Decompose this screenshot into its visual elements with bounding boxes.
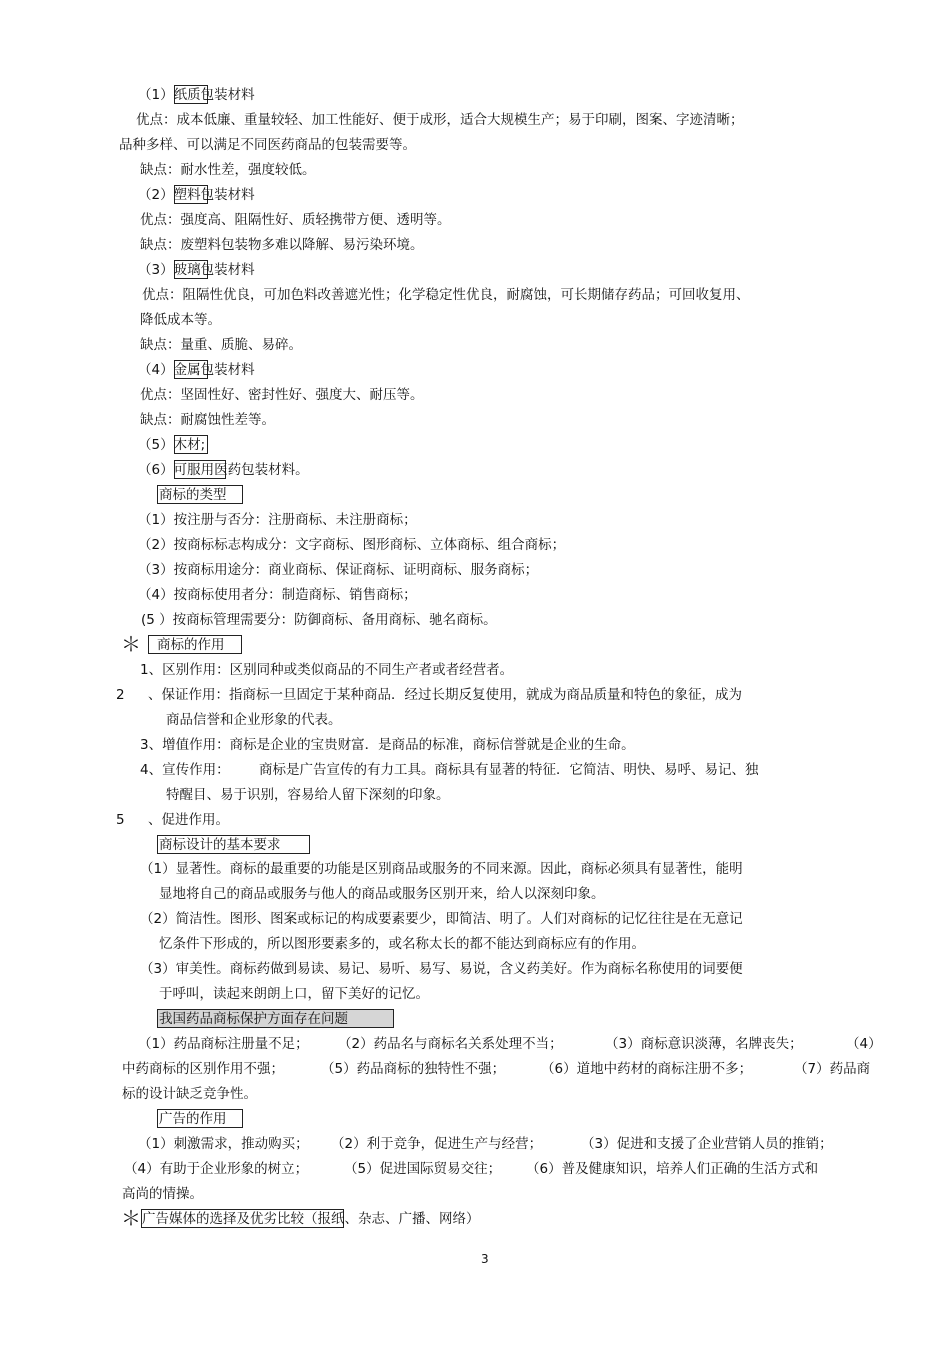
text-line: （1）显著性。商标的最重要的功能是区别商品或服务的不同来源。因此，商标必须具有显著性，能明 [140, 861, 743, 877]
text-line: 忆条件下形成的，所以图形要素多的，或名称太长的都不能达到商标应有的作用。 [159, 936, 645, 952]
text-line: (5 ）按商标管理需要分：防御商标、备用商标、驰名商标。 [141, 612, 497, 628]
text-line: （4） [846, 1036, 882, 1052]
text-line: 商标是广告宣传的有力工具。商标具有显著的特征．它简洁、明快、易呼、易记、独 [259, 762, 759, 778]
text-line: （6）可服用医药包装材料。 [138, 462, 309, 478]
text-line: （4）金属包装材料 [138, 362, 255, 378]
section-heading: 商标的作用 [157, 637, 225, 653]
text-line: （1）刺激需求，推动购买； [138, 1136, 309, 1152]
section-heading: 商标设计的基本要求 [159, 837, 281, 853]
list-number: 5 [116, 812, 125, 828]
text-line: 、促进作用。 [148, 812, 229, 828]
text-line: （2）塑料包装材料 [138, 187, 255, 203]
text-line: （2）药品名与商标名关系处理不当； [338, 1036, 563, 1052]
text-line: （3）促进和支援了企业营销人员的推销； [581, 1136, 833, 1152]
text-line: 4、宣传作用： [140, 762, 230, 778]
text-line: （1）药品商标注册量不足； [138, 1036, 309, 1052]
text-line: 优点：成本低廉、重量较轻、加工性能好、便于成形，适合大规模生产；易于印刷，图案、字迹清晰； [136, 112, 744, 128]
text-line: 显地将自己的商品或服务与他人的商品或服务区别开来，给人以深刻印象。 [159, 886, 605, 902]
text-line: （3）按商标用途分：商业商标、保证商标、证明商标、服务商标； [138, 562, 539, 578]
text-line: （5）木材; [138, 437, 206, 453]
text-line: （7）药品商 [794, 1061, 871, 1077]
text-line: （4）按商标使用者分：制造商标、销售商标； [138, 587, 417, 603]
text-line: （2）简洁性。图形、图案或标记的构成要素要少，即简洁、明了。人们对商标的记忆往往是在无意记 [140, 911, 743, 927]
text-line: （2）利于竞争，促进生产与经营； [331, 1136, 543, 1152]
section-heading: 广告媒体的选择及优劣比较（报纸、杂志、广播、网络） [142, 1211, 480, 1227]
text-line: （1）纸质包装材料 [138, 87, 255, 103]
text-line: 品种多样、可以满足不同医药商品的包装需要等。 [119, 137, 416, 153]
section-heading: 商标的类型 [159, 487, 227, 503]
text-line: 3、增值作用：商标是企业的宝贵财富．是商品的标准，商标信誉就是企业的生命。 [140, 737, 635, 753]
section-heading: 我国药品商标保护方面存在问题 [159, 1011, 348, 1027]
text-line: （6）道地中药材的商标注册不多； [541, 1061, 753, 1077]
text-line: 优点：阻隔性优良，可加色料改善遮光性；化学稳定性优良，耐腐蚀，可长期储存药品；可回收复用、 [142, 287, 750, 303]
text-line: （1）按注册与否分：注册商标、未注册商标； [138, 512, 417, 528]
text-line: （3）审美性。商标药做到易读、易记、易听、易写、易说，含义药美好。作为商标名称使用的词要便 [140, 961, 743, 977]
text-line: （5）药品商标的独特性不强； [321, 1061, 506, 1077]
text-line: 缺点：量重、质脆、易碎。 [140, 337, 302, 353]
text-line: （4）有助于企业形象的树立； [124, 1161, 309, 1177]
text-line: （2）按商标标志构成分：文字商标、图形商标、立体商标、组合商标； [138, 537, 566, 553]
text-line: 特醒目、易于识别，容易给人留下深刻的印象。 [166, 787, 450, 803]
text-line: 中药商标的区别作用不强； [122, 1061, 284, 1077]
text-line: 缺点：耐水性差，强度较低。 [140, 162, 316, 178]
asterisk-marker: ＊ [121, 632, 141, 656]
text-line: 缺点：耐腐蚀性差等。 [140, 412, 275, 428]
text-line: 于呼叫，读起来朗朗上口，留下美好的记忆。 [159, 986, 429, 1002]
text-line: （5）促进国际贸易交往； [344, 1161, 502, 1177]
asterisk-marker: ＊ [121, 1206, 141, 1230]
page-number: 3 [481, 1252, 489, 1266]
text-line: 缺点：废塑料包装物多难以降解、易污染环境。 [140, 237, 424, 253]
text-line: 标的设计缺乏竞争性。 [122, 1086, 257, 1102]
section-heading: 广告的作用 [159, 1111, 227, 1127]
text-line: 商品信誉和企业形象的代表。 [166, 712, 342, 728]
text-line: （3）商标意识淡薄，名牌丧失； [605, 1036, 803, 1052]
text-line: 1、区别作用：区别同种或类似商品的不同生产者或者经营者。 [140, 662, 514, 678]
text-line: 优点：坚固性好、密封性好、强度大、耐压等。 [140, 387, 424, 403]
list-number: 2 [116, 687, 125, 703]
text-line: 降低成本等。 [140, 312, 221, 328]
text-line: 优点：强度高、阻隔性好、质轻携带方便、透明等。 [140, 212, 451, 228]
text-line: （3）玻璃包装材料 [138, 262, 255, 278]
text-line: 高尚的情操。 [122, 1186, 203, 1202]
text-line: （6）普及健康知识，培养人们正确的生活方式和 [526, 1161, 819, 1177]
text-line: 、保证作用：指商标一旦固定于某种商品．经过长期反复使用，就成为商品质量和特色的象征，成为 [148, 687, 742, 703]
